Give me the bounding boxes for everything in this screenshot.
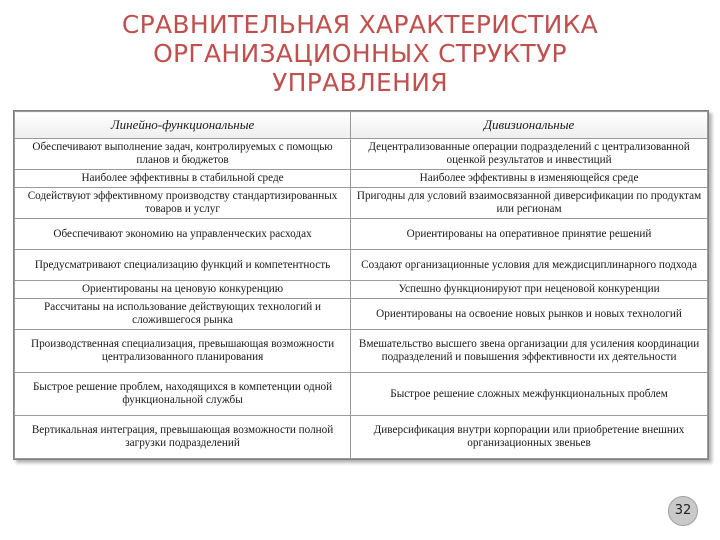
table-cell-left: Вертикальная интеграция, превышающая возможности полной загрузки подразделений (15, 416, 351, 459)
comparison-table-container (13, 110, 709, 460)
table-row (15, 250, 708, 281)
table-row (15, 170, 708, 188)
table-cell-left: Быстрое решение проблем, находящихся в компетенции одной функциональной службы (15, 373, 351, 416)
table-cell-right: Ориентированы на оперативное принятие решений (351, 219, 708, 250)
table-cell-left: Обеспечивают экономию на управленческих расходах (15, 219, 351, 250)
table-header-row (15, 112, 708, 139)
table-row (15, 281, 708, 299)
table-cell-left: Ориентированы на ценовую конкуренцию (15, 281, 351, 299)
table-cell-right: Ориентированы на освоение новых рынков и новых технологий (351, 299, 708, 330)
table-cell-right: Децентрализованные операции подразделений с централизованной оценкой результатов и инвестиций (351, 139, 708, 170)
table-cell-left: Наиболее эффективны в стабильной среде (15, 170, 351, 188)
table-cell-left: Обеспечивают выполнение задач, контролируемых с помощью планов и бюджетов (15, 139, 351, 170)
table-cell-right: Вмешательство высшего звена организации для усиления координации подразделений и повышения эффективности их деятельности (351, 330, 708, 373)
table-cell-right: Наиболее эффективны в изменяющейся среде (351, 170, 708, 188)
header-linear-functional: Линейно-функциональные (15, 112, 351, 139)
table-cell-right: Пригодны для условий взаимосвязанной диверсификации по продуктам или регионам (351, 188, 708, 219)
table-cell-right: Быстрое решение сложных межфункциональных проблем (351, 373, 708, 416)
page-number-badge: 32 (668, 496, 698, 526)
table-row (15, 416, 708, 459)
table-cell-left: Предусматривают специализацию функций и компетентность (15, 250, 351, 281)
table-row (15, 330, 708, 373)
title-line-1: СРАВНИТЕЛЬНАЯ ХАРАКТЕРИСТИКА (121, 10, 599, 39)
table-row (15, 373, 708, 416)
table-row (15, 188, 708, 219)
header-divisional: Дивизиональные (351, 112, 708, 139)
table-cell-right: Создают организационные условия для междисциплинарного подхода (351, 250, 708, 281)
table-cell-right: Успешно функционируют при неценовой конкуренции (351, 281, 708, 299)
table-cell-left: Производственная специализация, превышающая возможности централизованного планирования (15, 330, 351, 373)
table-cell-right: Диверсификация внутри корпорации или приобретение внешних организационных звеньев (351, 416, 708, 459)
comparison-table (14, 111, 708, 459)
title-line-2: ОРГАНИЗАЦИОННЫХ СТРУКТУР (153, 39, 567, 68)
table-row (15, 139, 708, 170)
table-cell-left: Рассчитаны на использование действующих технологий и сложившегося рынка (15, 299, 351, 330)
slide-title (0, 10, 720, 97)
title-line-3: УПРАВЛЕНИЯ (272, 68, 448, 97)
table-row (15, 299, 708, 330)
table-cell-left: Содействуют эффективному производству стандартизированных товаров и услуг (15, 188, 351, 219)
table-row (15, 219, 708, 250)
